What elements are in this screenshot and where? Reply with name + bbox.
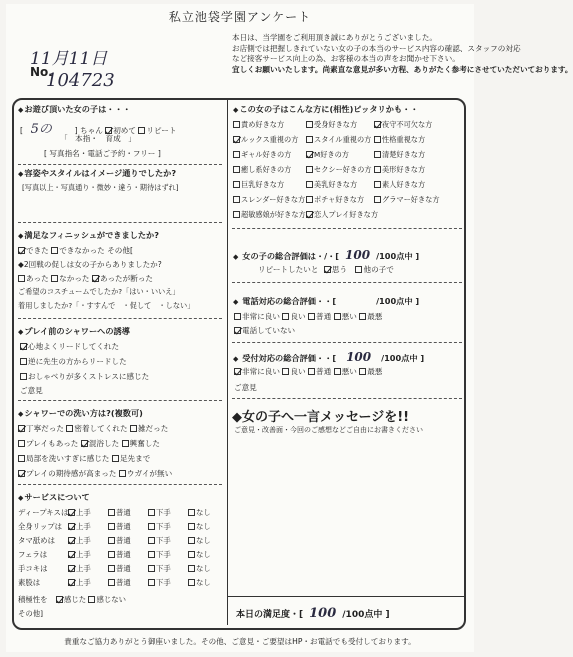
rough-checkbox[interactable] xyxy=(130,425,137,432)
reception-good-checkbox[interactable] xyxy=(282,368,289,375)
no-gargle-checkbox[interactable] xyxy=(119,470,126,477)
match-checkbox[interactable] xyxy=(233,211,240,218)
q3-title: ◆ 満足なフィニッシュができましたか? xyxy=(18,230,159,241)
intro-text: 本日は、当学園をご利用頂き誠にありがとうございました。 お店側では把握しきれていない女の子の本当のサービス内容の確認、スタッフの対応 など接客サービス向上の為、お客様の本当の声をお聞かせ下さい。 宜しくお願いいたします。尚素直な意見が多い方程、ありがたく参考にさせていただいております。 xyxy=(232,33,573,74)
other-girl-checkbox[interactable] xyxy=(355,266,362,273)
divider-line xyxy=(18,484,222,485)
service-checkbox[interactable] xyxy=(68,551,75,558)
service-option-label: 普通 xyxy=(116,550,131,559)
girl-name: 5の xyxy=(30,122,52,137)
finish-no-checkbox[interactable] xyxy=(51,247,58,254)
match-checkbox[interactable] xyxy=(374,121,381,128)
match-option-label: グラマー好きな方 xyxy=(382,195,440,204)
service-checkbox[interactable] xyxy=(108,579,115,586)
match-option-label: M好きの方 xyxy=(314,150,349,159)
reception-score: 100 xyxy=(346,350,372,364)
q2-title: ◆ 容姿やスタイルはイメージ通りでしたか? xyxy=(18,168,176,179)
think-checkbox[interactable] xyxy=(324,266,331,273)
service-checkbox[interactable] xyxy=(148,537,155,544)
service-row-label: フェラは xyxy=(18,550,48,559)
reception-worst-checkbox[interactable] xyxy=(359,368,366,375)
match-option-label: 癒し系好きの方 xyxy=(241,165,292,174)
match-option xyxy=(374,135,425,145)
service-checkbox[interactable] xyxy=(148,523,155,530)
handwritten-date: 11月11日 xyxy=(30,49,108,69)
q4-row3: おしゃべりが多くストレスに感じた xyxy=(20,371,149,382)
service-option-label: なし xyxy=(196,550,211,559)
costume-question: ご希望のコスチュームでしたか?「はい・いいえ」 xyxy=(18,287,180,296)
service-option xyxy=(148,507,171,518)
excited-checkbox[interactable] xyxy=(122,440,129,447)
match-option-label: 超敏感娘が好きな方 xyxy=(241,210,306,219)
divider-line xyxy=(232,282,462,283)
match-option xyxy=(233,210,306,220)
service-checkbox[interactable] xyxy=(108,551,115,558)
page-title: 私立池袋学園アンケート xyxy=(168,10,312,24)
service-option xyxy=(68,507,91,518)
message-sub: ご意見・改善面・今回のご感想などご自由にお書きください xyxy=(234,426,423,434)
girl-score: 100 xyxy=(345,248,371,262)
q1-row2: 「 本指・ 育成 」 xyxy=(60,134,136,143)
divider-line xyxy=(232,398,462,399)
match-option-label: 性格重視な方 xyxy=(382,135,426,144)
service-checkbox[interactable] xyxy=(188,523,195,530)
phone-verygood-checkbox[interactable] xyxy=(234,313,241,320)
q2-options: [写真以上・写真通り・微妙・違う・期待はずれ] xyxy=(22,183,179,192)
column-divider xyxy=(227,100,228,625)
q5-row4: プレイの期待感が高まった ウガイが無い xyxy=(18,468,172,479)
q1-row3: [ 写真指名・電話ご予約・フリー ] xyxy=(44,149,161,158)
q3-row1: できた できなかった その他[ xyxy=(18,245,133,256)
repeat-checkbox[interactable] xyxy=(138,127,145,134)
r2-title: ◆ 女の子の総合評価は・/・[ 100 /100点中 ] xyxy=(233,248,419,262)
q4-row2: 逆に先生の方からリードした xyxy=(20,356,127,367)
divider-line xyxy=(18,318,222,319)
service-option-label: 上手 xyxy=(76,550,91,559)
lead-reverse-checkbox[interactable] xyxy=(20,358,27,365)
service-option xyxy=(188,521,211,532)
service-option xyxy=(148,521,171,532)
service-checkbox[interactable] xyxy=(108,523,115,530)
match-checkbox[interactable] xyxy=(233,136,240,143)
match-option-label: 恋人プレイ好きな方 xyxy=(314,210,379,219)
match-checkbox[interactable] xyxy=(233,151,240,158)
service-option xyxy=(148,549,171,560)
match-option-label: 美乳好きな方 xyxy=(314,180,358,189)
active-no-checkbox[interactable] xyxy=(88,596,95,603)
match-option xyxy=(306,135,371,145)
r3-row1: 非常に良い 良い 普通 悪い 最悪 xyxy=(234,311,382,322)
round2-no-checkbox[interactable] xyxy=(51,275,58,282)
service-option-label: なし xyxy=(196,564,211,573)
match-checkbox[interactable] xyxy=(306,136,313,143)
r3-title: ◆ 電話対応の総合評価・・[ /100点中 ] xyxy=(233,296,419,307)
match-option xyxy=(233,150,291,160)
service-option-label: 普通 xyxy=(116,564,131,573)
match-checkbox[interactable] xyxy=(233,196,240,203)
service-option-label: 上手 xyxy=(76,564,91,573)
service-option-label: なし xyxy=(196,522,211,531)
reception-normal-checkbox[interactable] xyxy=(308,368,315,375)
service-option-label: なし xyxy=(196,508,211,517)
service-option xyxy=(148,535,171,546)
handwritten-number: 104723 xyxy=(46,70,115,91)
q4-note: ご意見 xyxy=(20,386,43,395)
q4-title: ◆ プレイ前のシャワーへの誘導 xyxy=(18,326,130,337)
divider-line xyxy=(18,222,222,223)
match-checkbox[interactable] xyxy=(306,196,313,203)
match-option-label: 清楚好きな方 xyxy=(382,150,426,159)
play-checkbox[interactable] xyxy=(18,440,25,447)
service-row-label: 全身リップは xyxy=(18,522,63,531)
over-wash-checkbox[interactable] xyxy=(18,455,25,462)
q5-row2: プレイもあった 混浴した 興奮した xyxy=(18,438,160,449)
match-option-label: ルックス重視の方 xyxy=(241,135,299,144)
service-option-label: 下手 xyxy=(156,550,171,559)
satisfaction-row: 本日の満足度・[ 100 /100点中 ] xyxy=(236,606,390,621)
reception-verygood-checkbox[interactable] xyxy=(234,368,241,375)
service-option xyxy=(188,577,211,588)
no-phone-checkbox[interactable] xyxy=(234,327,241,334)
match-option xyxy=(306,150,349,160)
match-option-label: 素人好きな方 xyxy=(382,180,426,189)
q5-title: ◆ シャワーでの洗い方は?(複数可) xyxy=(18,408,143,419)
match-checkbox[interactable] xyxy=(306,181,313,188)
match-option xyxy=(374,150,425,160)
match-option xyxy=(306,180,357,190)
costume-wear: 着用しましたか?「・すすんで ・促して ・しない」 xyxy=(18,301,195,310)
match-checkbox[interactable] xyxy=(374,136,381,143)
finish-yes-checkbox[interactable] xyxy=(18,247,25,254)
q4-row1: 心地よくリードしてくれた xyxy=(20,341,119,352)
service-option xyxy=(188,535,211,546)
anticipation-checkbox[interactable] xyxy=(18,470,25,477)
service-option-label: 上手 xyxy=(76,578,91,587)
divider-line xyxy=(18,400,222,401)
r3-row2: 電話していない xyxy=(234,325,295,336)
match-checkbox[interactable] xyxy=(374,181,381,188)
divider-line xyxy=(232,228,462,229)
r4-row1: 非常に良い 良い 普通 悪い 最悪 xyxy=(234,366,382,377)
match-option-label: ギャル好きの方 xyxy=(241,150,292,159)
match-option xyxy=(374,120,432,130)
active-row: 積極性を 感じた 感じない xyxy=(18,595,127,604)
q3-row2: あった なかった あったが断った xyxy=(18,273,153,284)
number-label: No. xyxy=(30,65,53,79)
service-option xyxy=(108,521,131,532)
service-checkbox[interactable] xyxy=(108,537,115,544)
service-option xyxy=(108,535,131,546)
phone-normal-checkbox[interactable] xyxy=(308,313,315,320)
service-option xyxy=(188,563,211,574)
phone-worst-checkbox[interactable] xyxy=(359,313,366,320)
match-option xyxy=(306,210,378,220)
service-checkbox[interactable] xyxy=(68,523,75,530)
phone-bad-checkbox[interactable] xyxy=(334,313,341,320)
match-option-label: ポチャ好きな方 xyxy=(314,195,365,204)
service-checkbox[interactable] xyxy=(188,551,195,558)
match-checkbox[interactable] xyxy=(233,181,240,188)
service-option xyxy=(68,535,91,546)
service-row-label: ディープキスは xyxy=(18,508,69,517)
service-row-label: 手コキは xyxy=(18,564,48,573)
match-option xyxy=(233,195,305,205)
divider-line xyxy=(232,342,462,343)
mixed-bath-checkbox[interactable] xyxy=(81,440,88,447)
service-checkbox[interactable] xyxy=(188,565,195,572)
service-option xyxy=(188,549,211,560)
satisfaction-score: 100 xyxy=(309,606,337,621)
service-option-label: 普通 xyxy=(116,508,131,517)
service-option-label: 下手 xyxy=(156,564,171,573)
service-checkbox[interactable] xyxy=(188,579,195,586)
service-option xyxy=(68,563,91,574)
match-checkbox[interactable] xyxy=(374,151,381,158)
service-checkbox[interactable] xyxy=(68,537,75,544)
match-option-label: 責め好きな方 xyxy=(241,120,285,129)
service-row-label: タマ舐めは xyxy=(18,536,55,545)
service-option xyxy=(188,507,211,518)
service-checkbox[interactable] xyxy=(148,551,155,558)
match-option xyxy=(374,165,425,175)
service-option-label: 下手 xyxy=(156,536,171,545)
service-checkbox[interactable] xyxy=(68,509,75,516)
polite-checkbox[interactable] xyxy=(18,425,25,432)
match-option-label: 夜守不可欠な方 xyxy=(382,120,433,129)
service-checkbox[interactable] xyxy=(148,565,155,572)
service-option-label: なし xyxy=(196,578,211,587)
match-option-label: 受身好きな方 xyxy=(314,120,358,129)
footer-text: 貴重なご協力ありがとう御座いました。その他、ご意見・ご要望はHP・お電話でも受付しております。 xyxy=(64,637,416,646)
r4-title: ◆ 受付対応の総合評価・・[ 100 /100点中 ] xyxy=(233,350,424,364)
service-option-label: 上手 xyxy=(76,536,91,545)
match-checkbox[interactable] xyxy=(233,166,240,173)
service-option-label: 下手 xyxy=(156,522,171,531)
service-option-label: 普通 xyxy=(116,578,131,587)
match-checkbox[interactable] xyxy=(306,211,313,218)
r1-title: ◆ この女の子はこんな方に(相性)ピッタリかも・・ xyxy=(233,104,419,115)
round2-declined-checkbox[interactable] xyxy=(92,275,99,282)
message-area[interactable] xyxy=(232,440,460,590)
lead-good-checkbox[interactable] xyxy=(20,343,27,350)
match-option xyxy=(233,180,284,190)
match-option-label: スレンダー好きな方 xyxy=(241,195,306,204)
service-option xyxy=(148,577,171,588)
reception-bad-checkbox[interactable] xyxy=(334,368,341,375)
service-checkbox[interactable] xyxy=(108,565,115,572)
service-checkbox[interactable] xyxy=(148,579,155,586)
service-option-label: 下手 xyxy=(156,578,171,587)
service-checkbox[interactable] xyxy=(108,509,115,516)
match-option-label: スタイル重視の方 xyxy=(314,135,372,144)
service-option xyxy=(68,521,91,532)
service-option-label: 上手 xyxy=(76,522,91,531)
q3-round2: ◆2回戦の促しは女の子からありましたか? xyxy=(18,260,162,269)
close-checkbox[interactable] xyxy=(66,425,73,432)
match-checkbox[interactable] xyxy=(306,166,313,173)
match-option xyxy=(374,180,425,190)
service-option-label: 普通 xyxy=(116,522,131,531)
service-option xyxy=(148,563,171,574)
q5-row3: 局部を洗いすぎに感じた 足先まで xyxy=(18,453,150,464)
match-option xyxy=(306,195,364,205)
q5-row1: 丁寧だった 密着してくれた 雑だった xyxy=(18,423,168,434)
service-checkbox[interactable] xyxy=(188,509,195,516)
service-option xyxy=(108,563,131,574)
service-option xyxy=(68,549,91,560)
talk-stress-checkbox[interactable] xyxy=(20,373,27,380)
match-option-label: セクシー好きの方 xyxy=(314,165,372,174)
divider-line xyxy=(228,596,464,597)
q6-title: ◆ サービスについて xyxy=(18,492,90,503)
service-option xyxy=(108,549,131,560)
service-option xyxy=(108,507,131,518)
match-checkbox[interactable] xyxy=(233,121,240,128)
service-checkbox[interactable] xyxy=(148,509,155,516)
service-option xyxy=(68,577,91,588)
match-option xyxy=(233,120,284,130)
match-checkbox[interactable] xyxy=(374,196,381,203)
service-option-label: なし xyxy=(196,536,211,545)
service-option xyxy=(108,577,131,588)
match-checkbox[interactable] xyxy=(306,151,313,158)
r4-note: ご意見 xyxy=(234,383,257,392)
service-option-label: 上手 xyxy=(76,508,91,517)
service-option-label: 普通 xyxy=(116,536,131,545)
match-option xyxy=(306,120,357,130)
match-option xyxy=(233,165,291,175)
match-option xyxy=(233,135,298,145)
r2-repeat: リピートしたいと 思う 他の子で xyxy=(258,265,394,274)
service-option-label: 下手 xyxy=(156,508,171,517)
service-row-label: 素股は xyxy=(18,578,41,587)
q1-row1: [ 5の ] ちゃん 初めて リピート xyxy=(20,122,177,137)
service-checkbox[interactable] xyxy=(188,537,195,544)
message-title: ◆女の子へ一言メッセージを!! xyxy=(232,410,410,425)
service-checkbox[interactable] xyxy=(68,565,75,572)
match-option-label: 巨乳好きな方 xyxy=(241,180,285,189)
match-checkbox[interactable] xyxy=(374,166,381,173)
toes-checkbox[interactable] xyxy=(112,455,119,462)
match-option-label: 美形好きな方 xyxy=(382,165,426,174)
q1-title: ◆ お遊び頂いた女の子は・・・ xyxy=(18,104,131,115)
match-option xyxy=(306,165,372,175)
phone-good-checkbox[interactable] xyxy=(282,313,289,320)
other-row: その他] xyxy=(18,609,44,618)
service-checkbox[interactable] xyxy=(68,579,75,586)
match-option xyxy=(374,195,440,205)
round2-yes-checkbox[interactable] xyxy=(18,275,25,282)
match-checkbox[interactable] xyxy=(306,121,313,128)
active-yes-checkbox[interactable] xyxy=(56,596,63,603)
divider-line xyxy=(18,164,222,165)
